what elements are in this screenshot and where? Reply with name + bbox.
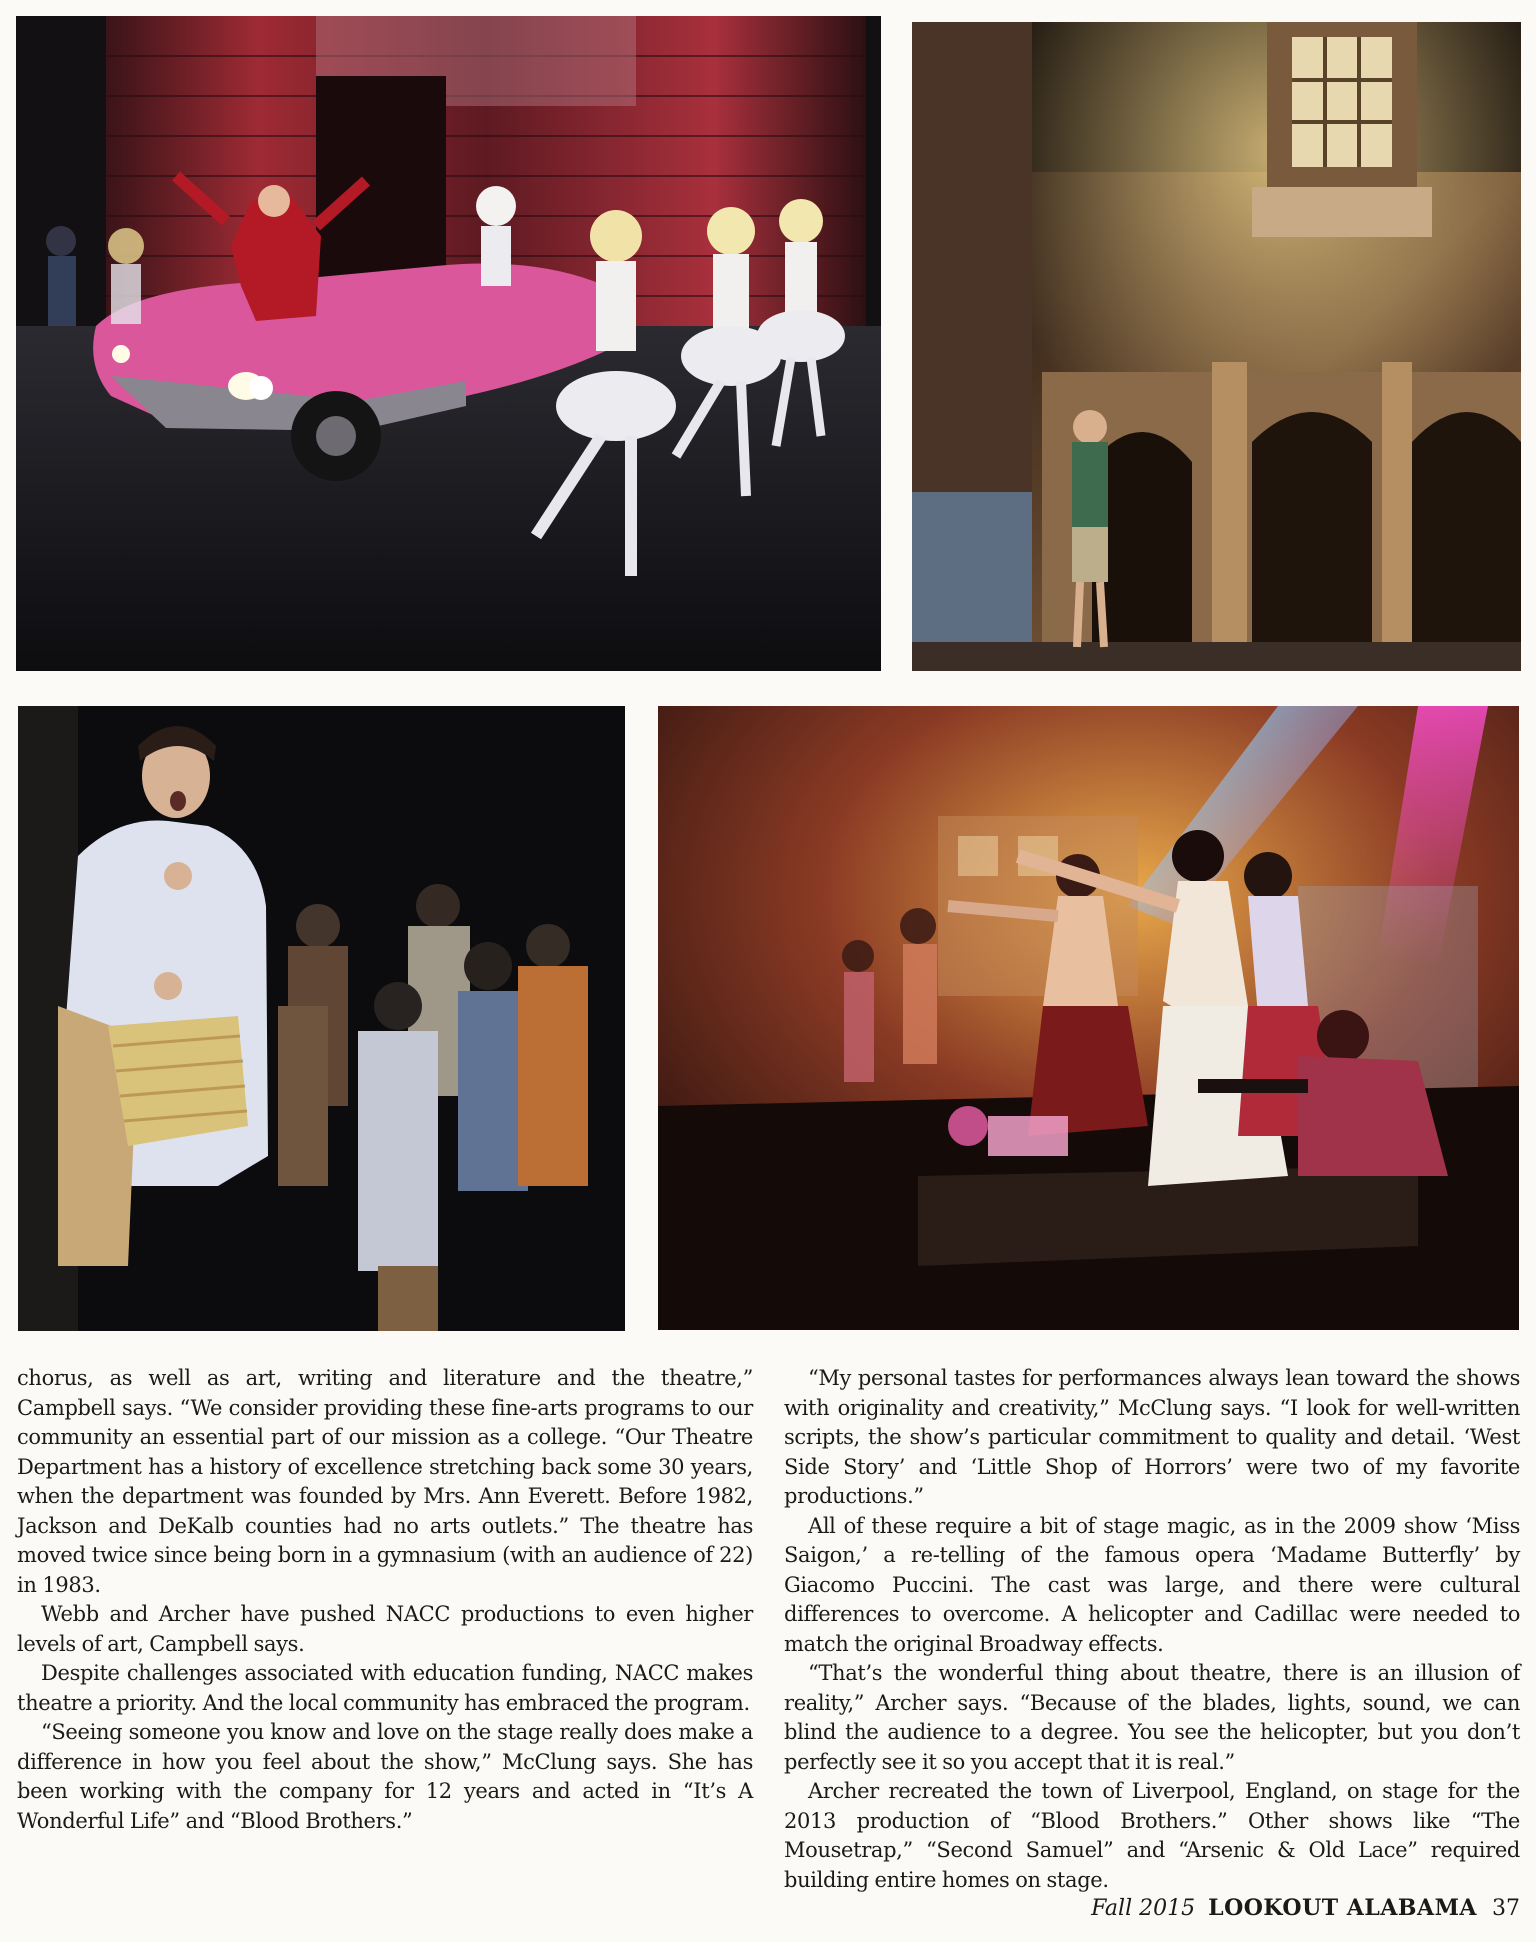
article-paragraph: chorus, as well as art, writing and literature and the theatre,” Campbell says. “We consider providing these fine-arts programs to our community an essential part of our mission as a college. “Our Theatre Department has a history of excellence stretching back some 30 years, when the department was founded by Mrs. Ann Everett. Before 1982, Jackson and DeKalb counties had no arts outlets.” The theatre has moved twice since being born in a gymnasium (with an audience of 22) in 1983. [17,1366,753,1597]
balcony-scene-illustration [912,22,1521,671]
cadillac-chorus-photo [16,16,881,671]
dancers-stage-illustration [658,706,1519,1330]
article-column-left [17,1364,753,1836]
magazine-title: LOOKOUT ALABAMA [1208,1895,1477,1921]
balcony-scene-photo [912,22,1521,671]
article-paragraph: Archer recreated the town of Liverpool, England, on stage for the 2013 production of “Blood Brothers.” Other shows like “The Mousetrap,” “Second Samuel” and “Arsenic & Old Lace” required building entire homes on stage. [784,1779,1520,1892]
article-column-right [784,1364,1520,1895]
article-paragraph: All of these require a bit of stage magic, as in the 2009 show ‘Miss Saigon,’ a re-telling of the famous opera ‘Madame Butterfly’ by Giacomo Puccini. The cast was large, and there were cultural differences to overcome. A helicopter and Cadillac were needed to match the original Broadway effects. [784,1513,1520,1656]
page-number: 37 [1492,1896,1520,1921]
cadillac-chorus-illustration [16,16,881,671]
page-folio [1091,1895,1520,1921]
article-paragraph: Despite challenges associated with education funding, NACC makes theatre a priority. And the local community has embraced the program. [17,1661,753,1715]
article-paragraph: “Seeing someone you know and love on the stage really does make a difference in how you feel about the show,” McClung says. She has been working with the company for 12 years and acted in “It’s A Wonderful Life” and “Blood Brothers.” [17,1720,753,1833]
article-paragraph: “That’s the wonderful thing about theatre, there is an illusion of reality,” Archer says. “Because of the blades, lights, sound, we can blind the audience to a degree. You see the helicopter, but you don’t perfectly see it so you accept that it is real.” [784,1661,1520,1774]
issue-season: Fall 2015 [1091,1896,1196,1921]
article-paragraph: “My personal tastes for performances always lean toward the shows with originality and creativity,” McClung says. “I look for well-written scripts, the show’s particular commitment to quality and detail. ‘West Side Story’ and ‘Little Shop of Horrors’ were two of my favorite productions.” [784,1366,1520,1508]
singer-crowd-illustration [18,706,625,1331]
singer-crowd-photo [18,706,625,1331]
dancers-stage-photo [658,706,1519,1330]
article-paragraph: Webb and Archer have pushed NACC productions to even higher levels of art, Campbell says. [17,1602,753,1656]
